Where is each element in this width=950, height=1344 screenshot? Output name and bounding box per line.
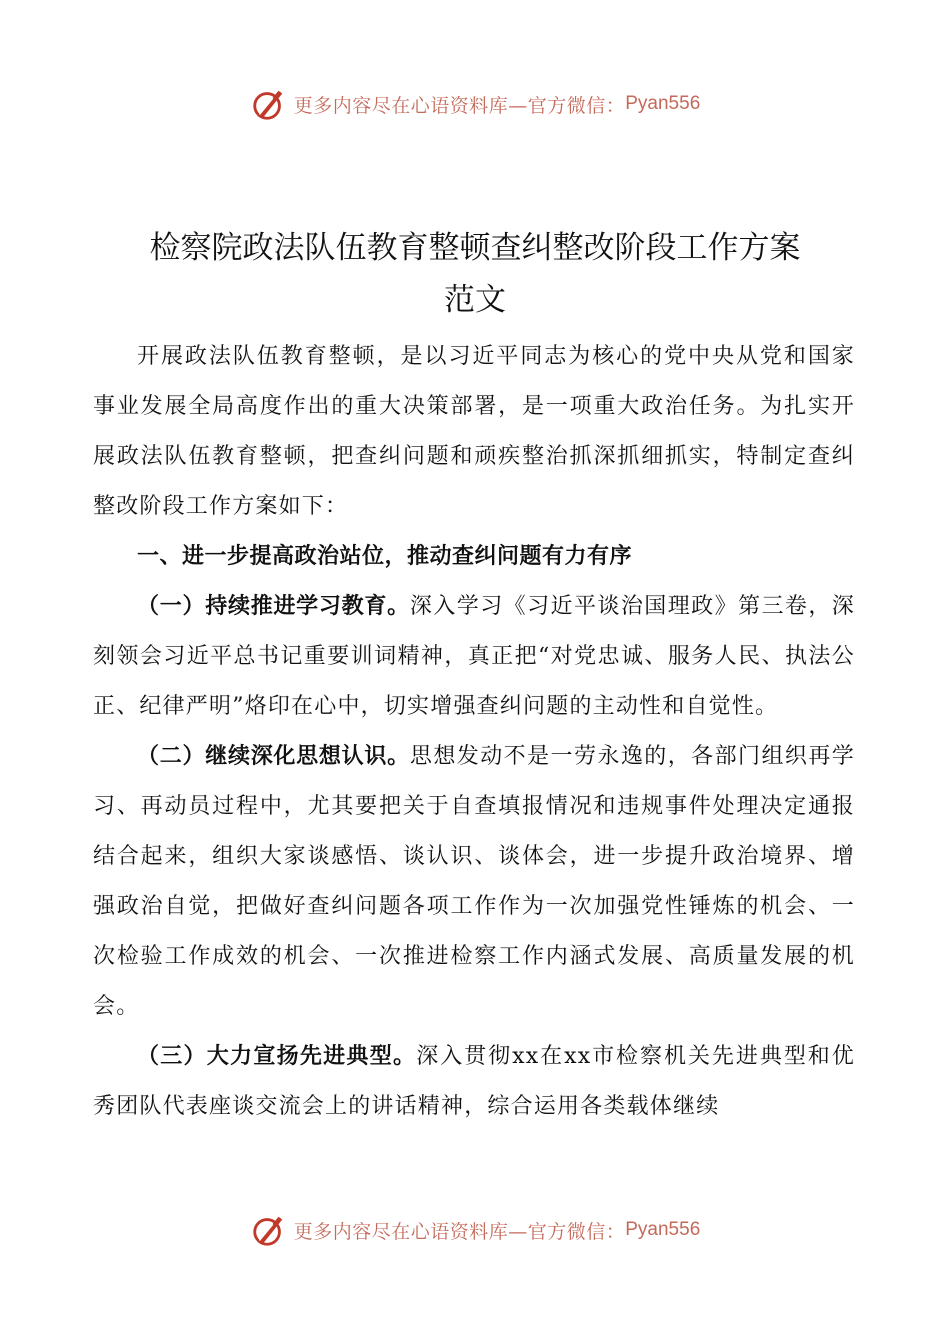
- title-line-1: 检察院政法队伍教育整顿查纠整改阶段工作方案: [149, 230, 801, 266]
- watermark-banner-top: [0, 84, 950, 124]
- item-paragraph-1: [93, 582, 855, 732]
- watermark-text: 更多内容尽在心语资料库—官方微信：: [293, 1220, 626, 1243]
- item-paragraph-3: [93, 1032, 855, 1132]
- watermark-wechat-id: Pyan556: [625, 1219, 701, 1240]
- watermark-text: 更多内容尽在心语资料库—官方微信：: [293, 94, 626, 117]
- item-body: 深入学习《习近平谈治国理政》第三卷，深刻领会习近平总书记重要训词精神，真正把“对党忠诚、服务人民、执法公正、纪律严明”烙印在心中，切实增强查纠问题的主动性和自觉性。: [93, 594, 855, 719]
- section-heading: 一、进一步提高政治站位，推动查纠问题有力有序: [137, 544, 633, 569]
- watermark-wechat-id: Pyan556: [625, 93, 701, 114]
- document-body: [93, 332, 855, 1132]
- watermark-banner-bottom: [0, 1210, 950, 1250]
- item-lead: （二）继续深化思想认识。: [137, 744, 410, 769]
- intro-paragraph: 开展政法队伍教育整顿，是以习近平同志为核心的党中央从党和国家事业发展全局高度作出的重大决策部署，是一项重大政治任务。为扎实开展政法队伍教育整顿，把查纠问题和顽疾整治抓深抓细抓实，特制定查纠整改阶段工作方案如下：: [93, 344, 855, 519]
- item-lead: （一）持续推进学习教育。: [137, 594, 410, 619]
- item-paragraph-2: [93, 732, 855, 1032]
- quill-pen-icon: [250, 1211, 288, 1249]
- quill-pen-icon: [250, 85, 288, 123]
- item-body: 思想发动不是一劳永逸的，各部门组织再学习、再动员过程中，尤其要把关于自查填报情况和违规事件处理决定通报结合起来，组织大家谈感悟、谈认识、谈体会，进一步提升政治境界、增强政治自觉，把做好查纠问题各项工作作为一次加强党性锤炼的机会、一次检验工作成效的机会、一次推进检察工作内涵式发展、高质量发展的机会。: [93, 744, 855, 1019]
- item-body: 深入贯彻xx在xx市检察机关先进典型和优秀团队代表座谈交流会上的讲话精神，综合运用各类载体继续: [93, 1044, 855, 1119]
- document-title: [95, 222, 855, 326]
- item-lead: （三）大力宣扬先进典型。: [137, 1044, 417, 1069]
- title-line-2: 范文: [444, 282, 506, 318]
